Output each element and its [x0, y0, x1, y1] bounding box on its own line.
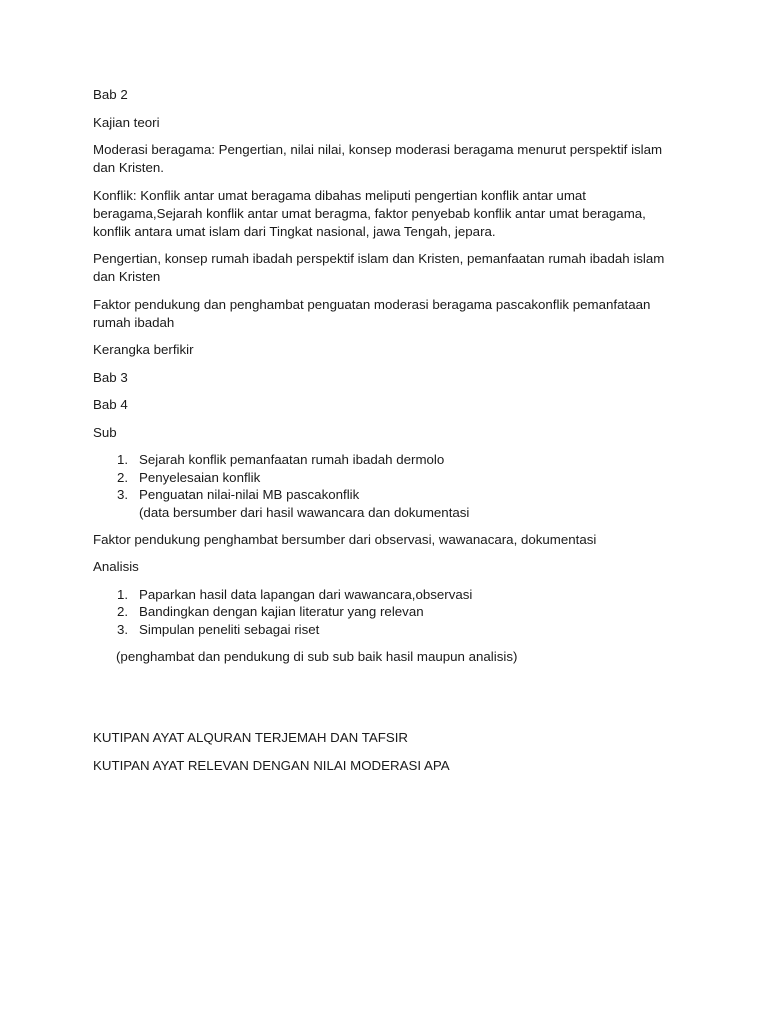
list-item-text: Paparkan hasil data lapangan dari wawancara,observasi [139, 586, 473, 602]
list-number: 3. [117, 621, 129, 637]
list-item [93, 486, 683, 521]
heading-kajian-teori: Kajian teori [93, 114, 160, 130]
heading-kerangka-berfikir: Kerangka berfikir [93, 342, 194, 357]
list-number: 2. [117, 469, 129, 485]
heading-bab-2: Bab 2 [93, 87, 128, 102]
heading-analisis: Analisis [93, 559, 139, 574]
list-item-text: Bandingkan dengan kajian literatur yang relevan [139, 604, 424, 619]
list-item-text: Sejarah konflik pemanfaatan rumah ibadah dermolo [139, 452, 445, 467]
heading-bab-3: Bab 3 [93, 369, 128, 385]
blank-space [93, 675, 683, 729]
paragraph-moderasi: Moderasi beragama: Pengertian, nilai nilai, konsep moderasi beragama menurut perspektif islam dan Kristen. [93, 142, 663, 175]
list-item [93, 586, 683, 604]
analisis-list [93, 586, 683, 639]
list-item-text: Penyelesaian konflik [139, 469, 261, 485]
list-item-text: Penguatan nilai-nilai MB pascakonflik [139, 487, 360, 502]
document-body [93, 86, 683, 784]
paragraph-faktor-sumber: Faktor pendukung penghambat bersumber dari observasi, wawanacara, dokumentasi [93, 531, 597, 547]
list-number: 2. [117, 604, 129, 619]
paragraph-kutipan-alquran: KUTIPAN AYAT ALQURAN TERJEMAH DAN TAFSIR [93, 730, 409, 745]
list-number: 1. [117, 452, 129, 467]
sub-list [93, 451, 683, 521]
list-item [93, 451, 683, 469]
list-number: 1. [117, 586, 129, 602]
list-item [93, 621, 683, 639]
paragraph-analisis-note: (penghambat dan pendukung di sub sub baik hasil maupun analisis) [116, 648, 518, 664]
paragraph-rumah-ibadah: Pengertian, konsep rumah ibadah perspektif islam dan Kristen, pemanfaatan rumah ibadah islam dan Kristen [93, 251, 665, 284]
list-item [93, 603, 683, 621]
list-item-note: (data bersumber dari hasil wawancara dan dokumentasi [139, 504, 470, 520]
list-item [93, 469, 683, 487]
heading-sub: Sub [93, 424, 117, 440]
paragraph-konflik: Konflik: Konflik antar umat beragama dibahas meliputi pengertian konflik antar umat beragama,Sejarah konflik antar umat beragma, faktor penyebab konflik antar umat beragama, konflik antara umat islam dari Tingkat nasional, jawa Tengah, jepara. [93, 187, 646, 239]
paragraph-kutipan-relevan: KUTIPAN AYAT RELEVAN DENGAN NILAI MODERASI APA [93, 757, 450, 773]
heading-bab-4: Bab 4 [93, 397, 128, 412]
list-number: 3. [117, 487, 129, 502]
list-item-text: Simpulan peneliti sebagai riset [139, 621, 320, 637]
paragraph-faktor-pendukung: Faktor pendukung dan penghambat penguatan moderasi beragama pascakonflik pemanfataan rumah ibadah [93, 296, 651, 330]
